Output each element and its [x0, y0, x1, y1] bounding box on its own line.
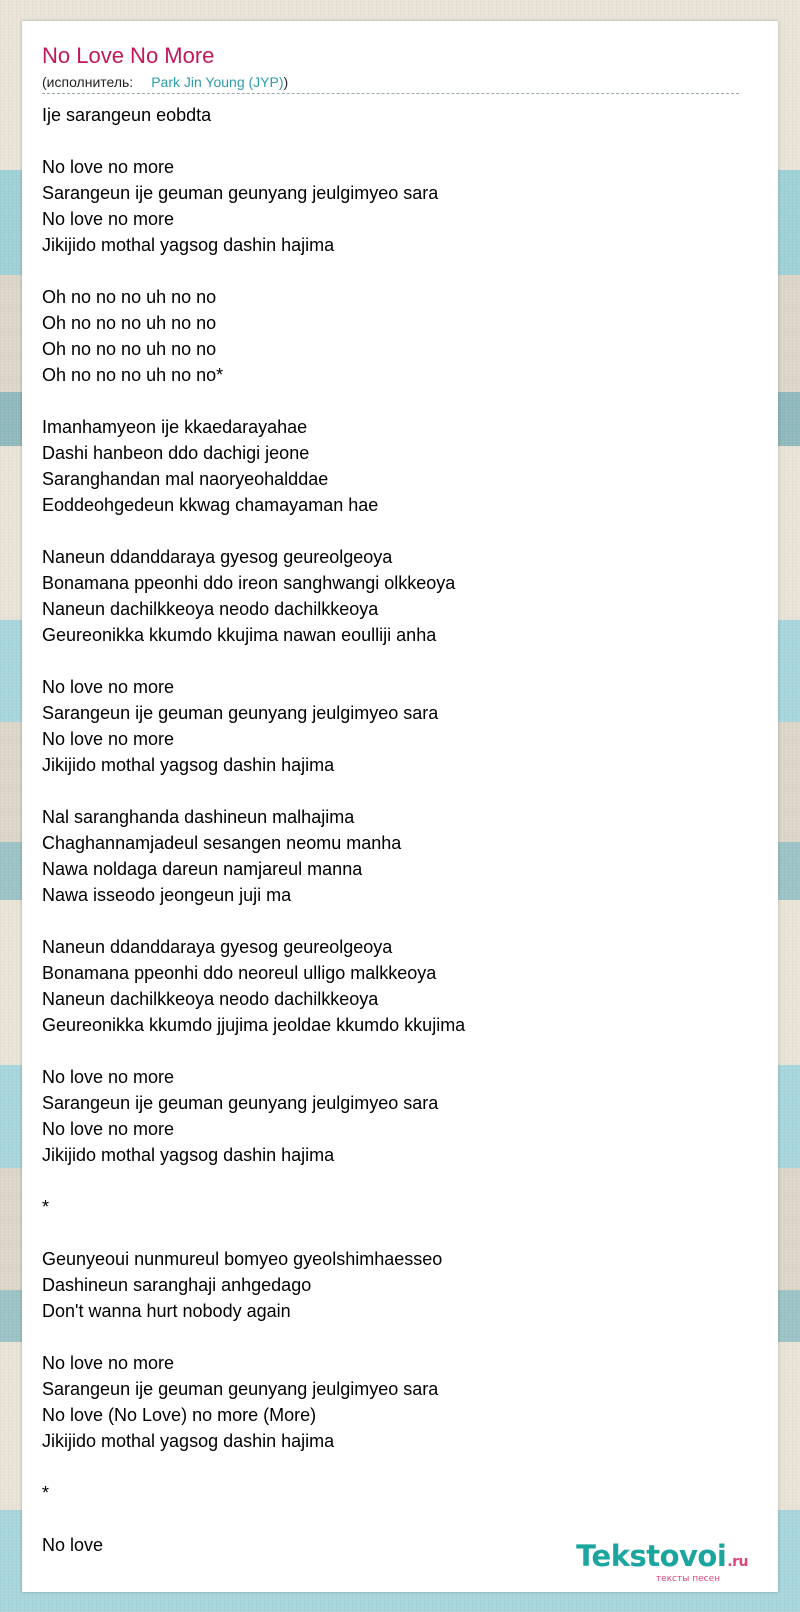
lyric-line: Naneun ddanddaraya gyesog geureolgeoya — [42, 937, 393, 957]
lyric-line: Chaghannamjadeul sesangen neomu manha — [42, 833, 402, 853]
lyric-line: Nal saranghanda dashineun malhajima — [42, 807, 355, 827]
lyric-line: Jikijido mothal yagsog dashin hajima — [42, 1145, 335, 1165]
site-logo[interactable] — [576, 1541, 748, 1584]
lyric-line — [42, 778, 742, 804]
lyric-line: Oh no no no uh no no — [42, 313, 217, 333]
lyric-line: Geunyeoui nunmureul bomyeo gyeolshimhaesseo — [42, 1249, 443, 1269]
lyric-line: Naneun dachilkkeoya neodo dachilkkeoya — [42, 989, 379, 1009]
lyric-line: Bonamana ppeonhi ddo ireon sanghwangi olkkeoya — [42, 573, 456, 593]
lyric-line: Jikijido mothal yagsog dashin hajima — [42, 755, 335, 775]
lyric-line — [42, 518, 742, 544]
lyric-line: * — [42, 1197, 50, 1217]
logo-tld: .ru — [727, 1554, 748, 1570]
artist-line — [42, 72, 739, 94]
lyric-line: Naneun dachilkkeoya neodo dachilkkeoya — [42, 599, 379, 619]
lyric-line — [42, 388, 742, 414]
lyric-line — [42, 1220, 742, 1246]
lyrics-card — [22, 21, 778, 1592]
logo-name: Tekstovoi — [576, 1539, 727, 1573]
lyric-line: Jikijido mothal yagsog dashin hajima — [42, 235, 335, 255]
lyric-line: No love no more — [42, 1119, 175, 1139]
artist-suffix: ) — [283, 74, 289, 90]
lyric-line: Don't wanna hurt nobody again — [42, 1301, 291, 1321]
lyric-line: Sarangeun ije geuman geunyang jeulgimyeo sara — [42, 703, 439, 723]
logo-tagline: тексты песен — [655, 1574, 720, 1584]
lyric-line: Saranghandan mal naoryeohalddae — [42, 469, 329, 489]
lyric-line: Sarangeun ije geuman geunyang jeulgimyeo sara — [42, 183, 439, 203]
lyric-line — [42, 1324, 742, 1350]
lyric-line: No love no more — [42, 1353, 175, 1373]
lyric-line — [42, 1506, 742, 1532]
lyric-line — [42, 258, 742, 284]
lyric-line: Naneun ddanddaraya gyesog geureolgeoya — [42, 547, 393, 567]
lyric-line: Imanhamyeon ije kkaedarayahae — [42, 417, 308, 437]
lyric-line: No love no more — [42, 1067, 175, 1087]
song-title: No Love No More — [42, 43, 215, 68]
lyric-line: Sarangeun ije geuman geunyang jeulgimyeo sara — [42, 1379, 439, 1399]
lyric-line: Geureonikka kkumdo jjujima jeoldae kkumdo kkujima — [42, 1015, 466, 1035]
lyric-line: Nawa isseodo jeongeun juji ma — [42, 885, 292, 905]
lyric-line — [42, 128, 742, 154]
lyric-line: No love — [42, 1535, 104, 1555]
lyric-line — [42, 1168, 742, 1194]
lyric-line: Sarangeun ije geuman geunyang jeulgimyeo sara — [42, 1093, 439, 1113]
lyric-line: No love (No Love) no more (More) — [42, 1405, 317, 1425]
lyric-line: Bonamana ppeonhi ddo neoreul ulligo malkkeoya — [42, 963, 437, 983]
lyric-line: No love no more — [42, 729, 175, 749]
lyric-line: Oh no no no uh no no — [42, 287, 217, 307]
lyric-line: No love no more — [42, 677, 175, 697]
lyric-line: Dashi hanbeon ddo dachigi jeone — [42, 443, 310, 463]
lyric-line: Eoddeohgedeun kkwag chamayaman hae — [42, 495, 379, 515]
lyric-line: Oh no no no uh no no* — [42, 365, 224, 385]
lyric-line — [42, 648, 742, 674]
lyrics-text — [42, 102, 742, 1558]
artist-label: (исполнитель: — [42, 74, 134, 90]
lyric-line: Nawa noldaga dareun namjareul manna — [42, 859, 363, 879]
lyric-line: Dashineun saranghaji anhgedago — [42, 1275, 312, 1295]
artist-link[interactable]: Park Jin Young (JYP) — [151, 74, 284, 90]
lyric-line: Ije sarangeun eobdta — [42, 105, 212, 125]
lyric-line — [42, 1454, 742, 1480]
lyric-line: Jikijido mothal yagsog dashin hajima — [42, 1431, 335, 1451]
lyric-line: No love no more — [42, 209, 175, 229]
lyric-line: Geureonikka kkumdo kkujima nawan eoulliji anha — [42, 625, 437, 645]
lyric-line: * — [42, 1483, 50, 1503]
lyric-line: Oh no no no uh no no — [42, 339, 217, 359]
lyric-line: No love no more — [42, 157, 175, 177]
lyric-line — [42, 1038, 742, 1064]
lyric-line — [42, 908, 742, 934]
